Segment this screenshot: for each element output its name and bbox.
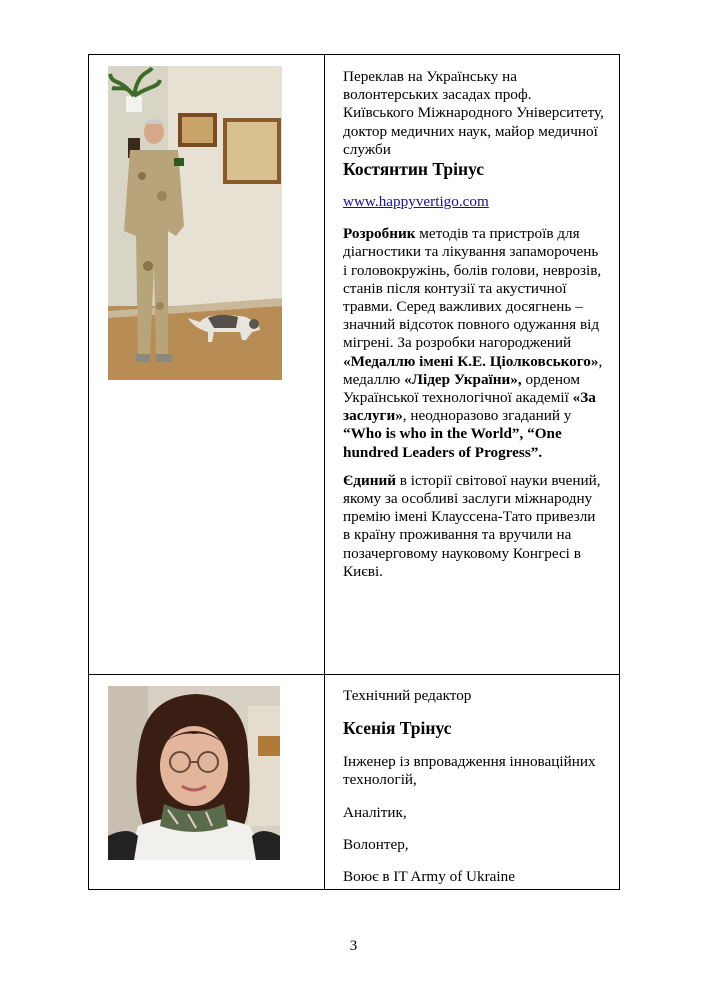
credits-table [88,54,620,890]
bio-bold-5: “Who is who in the World”, “One hundred Leaders of Progress”. [343,425,562,461]
person1-bio [343,225,605,462]
column-divider [324,55,325,889]
person2-line-4: Воює в IT Army of Ukraine [343,868,515,886]
person2-role: Технічний редактор [343,687,472,704]
bio-bold-4: «За заслуги» [343,389,596,425]
bio-text-3: орденом Української технологічної академії [343,370,580,407]
person1-intro: Переклав на Українську на волонтерських засадах проф. Київського Міжнародного Університету, доктор медичних наук, майор медичної служби [343,68,604,158]
unique-bold: Єдиний [343,471,396,489]
photo-kseniia-trinus [108,686,280,860]
person2-name: Ксенія Трінус [343,718,452,739]
photo-kostiantyn-trinus [108,66,282,380]
person2-text [343,687,605,886]
bio-text-1: методів та пристроїв для діагностики та лікування запаморочень і головокружінь, болів голови, неврозів, станів після контузії та акустичної травми. Серед важливих досягнень – значний відсоток повного одужання від мігрені. За розробки нагороджений [343,225,602,352]
person1-name: Костянтин Трінус [343,159,485,180]
row-divider [89,674,619,675]
person2-line-1: Інженер із впровадження інноваційних технологій, [343,753,596,789]
website-link[interactable]: www.happyvertigo.com [343,193,489,211]
person2-line-3: Волонтер, [343,835,409,853]
person1-text [343,68,605,581]
unique-text: в історії світової науки вчений, якому за особливі заслуги міжнародну премію імені Клауссена-Тато привезли в країну проживання та вручили на позачерговому науковому Конгресі в Києві. [343,471,601,580]
person2-line-2: Аналітик, [343,803,407,821]
bio-text-2: , медаллю [343,352,603,388]
bio-bold-3: «Лідер України», [404,370,522,388]
person1-unique [343,472,605,581]
bio-bold-2: «Медаллю імені К.Е. Ціолковського» [343,352,599,370]
page-number: 3 [349,938,358,954]
bio-bold-1: Розробник [343,225,416,243]
bio-text-4: , неодноразово згаданий у [402,407,572,425]
